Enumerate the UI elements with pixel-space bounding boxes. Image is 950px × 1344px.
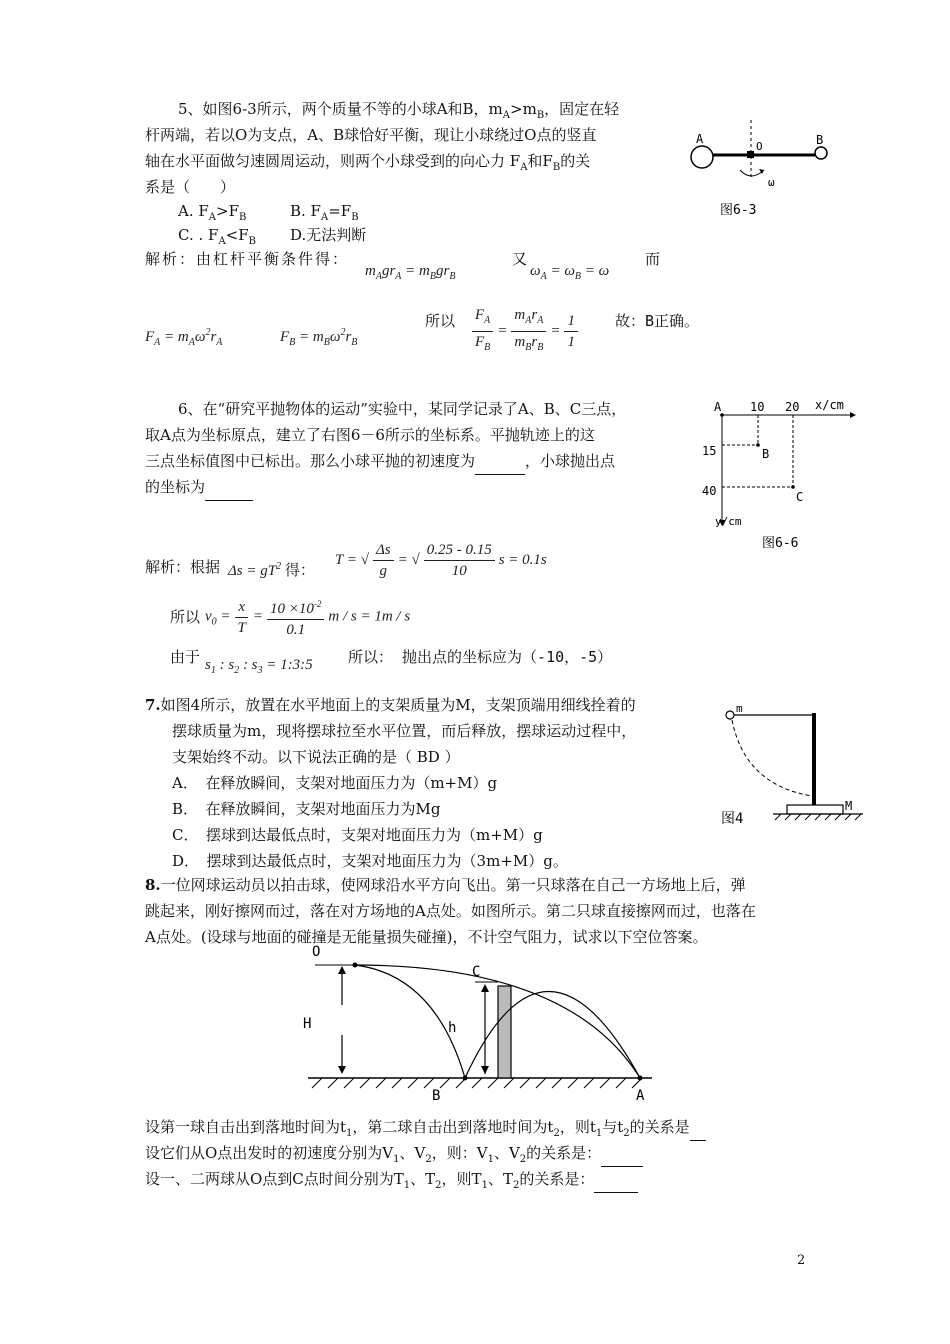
q5-eq3: $F_A = m_A\omega^2r_A$ [145, 327, 223, 348]
fig66-label-b: B [762, 447, 770, 461]
q5-eq4: $F_B = m_B\omega^2r_B$ [280, 327, 358, 348]
fig63-caption: 图6-3 [720, 203, 757, 218]
fig4-label-m: m [736, 702, 743, 715]
fig4-caption: 图4 [721, 811, 744, 827]
fig66-label-xcm: x/cm [815, 398, 844, 412]
q5-er: 而 [645, 250, 661, 268]
tennis-label-a: A [636, 1088, 645, 1104]
net [498, 986, 511, 1078]
ball-b [815, 147, 827, 159]
q5-option-d: D.无法判断 [290, 226, 367, 244]
fig63-label-b: B [816, 133, 824, 147]
q6-suoyi-v: 所以 [170, 608, 201, 626]
figure-4 [715, 700, 870, 830]
page-number: 2 [797, 1253, 806, 1268]
q8-line1: 8.一位网球运动员以拍击球，使网球沿水平方向飞出。第一只球落在自己一方场地上后，弹 [145, 876, 746, 894]
fig66-label-20: 20 [785, 400, 800, 414]
q7-option-c: C． 摆球到达最低点时，支架对地面压力为（m+M）g [172, 826, 543, 844]
q6-line4: 的坐标为 [145, 474, 253, 501]
q6-line1: 6、在“研究平抛物体的运动”实验中，某同学记录了A、B、C三点， [178, 400, 627, 418]
tennis-label-h-small: h [448, 1020, 457, 1036]
ball-a [691, 146, 713, 168]
q7-option-d: D． 摆球到达最低点时，支架对地面压力为（3m+M）g。 [172, 852, 568, 870]
fig63-label-omega: ω [768, 176, 775, 189]
fig66-label-c: C [796, 490, 804, 504]
q5-option-c: C. . $F_A<F_B$ [178, 226, 257, 247]
q7-option-b: B． 在释放瞬间，支架对地面压力为Mg [172, 800, 441, 818]
q5-eq1: $m_Agr_A = m_Bgr_B$ [365, 263, 456, 282]
fig66-label-ycm: y/cm [715, 515, 742, 528]
q6-eq-t: T = √ $\frac{\Delta s}{g}$ = √ $\frac{0.25 - 0.15}{10}$ s = 0.1s [335, 542, 547, 579]
q7-line3: 支架始终不动。以下说法正确的是（ BD ） [172, 748, 460, 766]
fig63-label-a: A [696, 132, 704, 146]
q8-blank3: 设一、二两球从O点到C点时间分别为$T_1$、$T_2$，则$T_1$、$T_2$的关系是： [145, 1166, 638, 1199]
q8-line2: 跳起来，刚好擦网而过，落在对方场地的A点处。如图所示。第二只球直接擦网而过，也落在 [145, 902, 756, 920]
fig66-label-a: A [714, 400, 722, 414]
tennis-label-o: O [312, 944, 321, 960]
tennis-figure [300, 940, 660, 1110]
q6-conclusion: 所以： 抛出点的坐标应为（-10，-5） [348, 648, 613, 666]
tennis-label-b: B [432, 1088, 441, 1104]
q6-youyu: 由于 [170, 648, 201, 666]
fig63-label-o: O [756, 140, 763, 153]
q5-suoyi: 所以 [425, 312, 456, 330]
q5-line3: 轴在水平面做匀速圆周运动，则两个小球受到的向心力 $F_A$和$F_B$的关 [145, 152, 591, 173]
q6-eq-ds: $\Delta s = gT^2$ 得： [228, 561, 315, 579]
q6-line2: 取A点为坐标原点，建立了右图6－6所示的坐标系。平抛轨迹上的这 [145, 426, 595, 444]
q8-blank1: 设第一球自击出到落地时间为$t_1$，第二球自击出到落地时间为$t_2$，则$t_1$与$t_2$的关系是 [145, 1114, 706, 1147]
fig4-label-big-m: M [845, 799, 853, 813]
q5-conclusion: 故：B正确。 [615, 312, 700, 330]
fig66-caption: 图6-6 [762, 536, 799, 551]
q5-line2: 杆两端，若以O为支点，A、B球恰好平衡，现让小球绕过O点的竖直 [145, 126, 597, 144]
q8-blank2: 设它们从O点出发时的初速度分别为$V_1$、$V_2$，则：$V_1$、$V_2$的关系是： [145, 1140, 643, 1173]
figure-6-6 [700, 395, 860, 560]
q6-line3: 三点坐标值图中已标出。那么小球平抛的初速度为 ，小球抛出点 [145, 448, 615, 475]
figure-6-3 [680, 120, 840, 225]
tennis-label-h-big: H [303, 1016, 312, 1032]
q7-line1: 7.如图4所示，放置在水平地面上的支架质量为M，支架顶端用细线拴着的 [145, 696, 636, 714]
q7-option-a: A． 在释放瞬间，支架对地面压力为（m+M）g [172, 774, 498, 792]
q6-eq-s: $s_1$ : $s_2$ : $s_3$ = 1:3:5 [205, 657, 313, 676]
fig66-label-10: 10 [750, 400, 765, 414]
fig66-label-15: 15 [702, 444, 717, 458]
q8-line3: A点处。(设球与地面的碰撞是无能量损失碰撞)，不计空气阻力，试求以下空位答案。 [145, 928, 708, 946]
q6-analysis-label: 解析：根据 [145, 558, 221, 576]
q6-eq-v: $v_0$ = $\frac{x}{T}$ = $\frac{10 \times 10^{-2}}{0.1}$ m / s = 1m / s [205, 594, 410, 640]
fig66-label-40: 40 [702, 484, 717, 498]
q5-option-b: B. $F_A=F_B$ [290, 202, 359, 223]
q5-eq2: $\omega_A = \omega_B = \omega$ [530, 263, 610, 282]
q5-you: 又 [512, 250, 528, 268]
q5-analysis-label: 解析：由杠杆平衡条件得： [145, 250, 350, 268]
tennis-label-c: C [472, 964, 481, 980]
q7-line2: 摆球质量为m，现将摆球拉至水平位置，而后释放，摆球运动过程中， [172, 722, 637, 740]
q5-line1: 5、如图6-3所示，两个质量不等的小球A和B，$m_A>m_B$，固定在轻 [178, 100, 620, 121]
q5-line4: 系是（ ） [145, 178, 236, 196]
q5-ratio: $\frac{F_A}{F_B}$ = $\frac{m_Ar_A}{m_Br_B}$ = $\frac{1}{1}$ [468, 305, 582, 358]
q5-option-a: A. $F_A>F_B$ [178, 202, 247, 223]
